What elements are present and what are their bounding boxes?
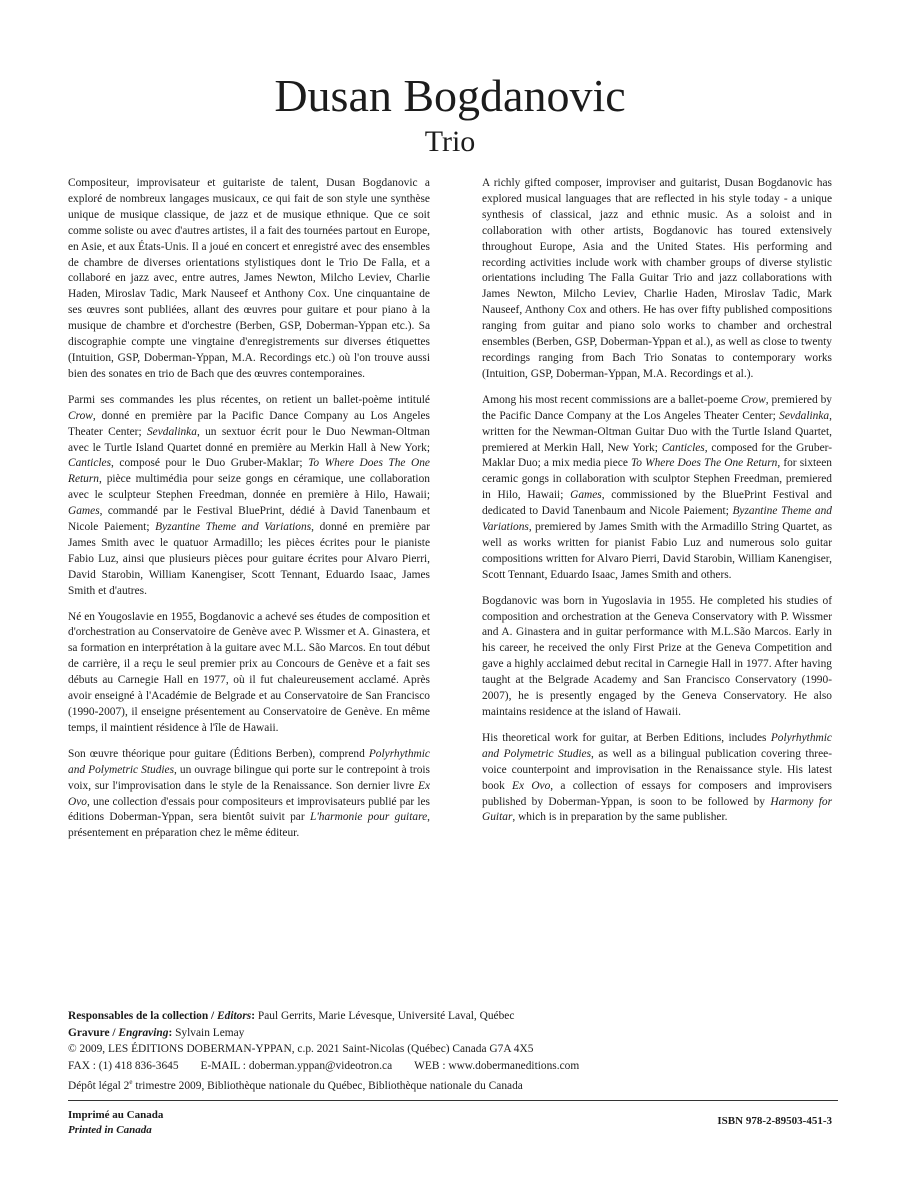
text-run: , composed for the Gruber-Maklar Duo; a mix media piece — [482, 441, 832, 470]
french-paragraph-4 — [68, 747, 430, 842]
engraving-label-fr: Gravure — [68, 1026, 110, 1039]
french-paragraph-2 — [68, 393, 430, 600]
work-title: Canticles — [68, 457, 112, 470]
work-title: Sevdalinka — [779, 409, 830, 422]
text-run: , commissioned by the BluePrint Festival and dedicated to David Tanenbaum and Nicole Paiement; — [482, 489, 833, 518]
text-run: , un sextuor écrit pour le Duo Newman-Oltman avec le Turtle Island Quartet donné en première au Merkin Hall à New York; — [68, 425, 430, 454]
work-title: Canticles — [661, 441, 705, 454]
work-title: Crow — [740, 393, 766, 406]
publication-credits — [68, 1008, 838, 1094]
text-run: , présentement en préparation chez le même éditeur. — [68, 811, 430, 840]
text-run: Dépôt légal 2 — [68, 1079, 130, 1092]
text-run: , un ouvrage bilingue qui porte sur le contrepoint à trois voix, sur l'improvisation dans le style de la Renaissance. Son dernier livre — [68, 763, 430, 792]
engraving-value: Sylvain Lemay — [175, 1026, 245, 1039]
text-run: Among his most recent commissions are a ballet-poeme — [482, 393, 741, 406]
editors-label-fr: Responsables de la collection — [68, 1010, 209, 1022]
text-run: , premiered by the Pacific Dance Company at the Los Angeles Theater Center; — [482, 393, 832, 422]
contact-line — [68, 1058, 838, 1075]
text-run: , for sixteen ceramic gongs in collaboration with sculptor Stephen Freedman, premiered in Hilo, Hawaii; — [482, 457, 832, 502]
work-title: To Where Does The One Return — [68, 457, 430, 486]
copyright-line: © 2009, LES ÉDITIONS DOBERMAN-YPPAN, c.p. 2021 Saint-Nicolas (Québec) Canada G7A 4X5 — [68, 1043, 534, 1055]
email-address: E-MAIL : doberman.yppan@videotron.ca — [200, 1059, 393, 1072]
text-run: , written for the Newman-Oltman Guitar Duo with the Turtle Island Quartet, premiered at Merkin Hall, New York; — [482, 409, 832, 454]
work-title: Games — [570, 489, 602, 502]
english-biography-column — [482, 176, 832, 836]
page-subtitle: Trio — [424, 125, 476, 158]
french-paragraph-3: Né en Yougoslavie en 1955, Bogdanovic a achevé ses études de composition et d'orchestration au Conservatoire de Genève avec P. Wissmer et A. Ginastera, et sa formation en interprétation à la guitare avec M.L. São Marcos. En tout début de carrière, il a reçu le seul premier prix au Concours de Genève et a fait ses débuts au Carnegie Hall en 1977, où il fut chaleureusement acclamé. Après avoir enseigné à l'Académie de Belgrade et au Conservatoire de San Francisco (1990-2007), il enseigne présentement au Conservatoire de Genève. En même temps, il maintient résidence à l'île de Hawaii. — [68, 610, 430, 734]
french-biography-column — [68, 176, 430, 852]
text-run: , donné en première par James Smith avec le quatuor Armadillo; les pièces écrites pour le pianiste Fabio Luz, ainsi que plusieurs pièces pour guitare écrites pour Alvaro Pierri, David Starobin, William Kanengiser, Scott Tennant, Eduardo Isaac, James Smith et d'autres. — [68, 521, 430, 597]
book-title: Polyrhythmic and Polymetric Studies — [68, 747, 430, 776]
text-run: , commandé par le Festival BluePrint, dédié à David Tanenbaum et Nicole Paiement; — [68, 505, 430, 534]
website-address: WEB : www.dobermaneditions.com — [414, 1059, 580, 1072]
text-run: trimestre 2009, Bibliothèque nationale du Québec, Bibliothèque nationale du Canada — [132, 1079, 523, 1092]
english-paragraph-2 — [482, 393, 832, 584]
page-title: Dusan Bogdanovic — [274, 70, 626, 121]
text-run: His theoretical work for guitar, at Berben Editions, includes — [482, 731, 771, 744]
text-run: , which is in preparation by the same publisher. — [512, 811, 728, 824]
work-title: To Where Does The One Return — [631, 457, 778, 470]
english-paragraph-3: Bogdanovic was born in Yugoslavia in 1955. He completed his studies of composition and orchestration at the Geneva Conservatory with P. Wissmer and A. Ginastera and in guitar performance with M.L.São Marcos. Early in his career, he received the only First Prize at the Geneva Competition and gave a highly acclaimed debut recital in Carnegie Hall in 1977. After having taught at the Belgrade Academy and San Francisco Conservatory (1990-2007), he is presently engaged by the Geneva Conservatory. He also maintains residence at the island of Hawaii. — [482, 594, 832, 718]
english-paragraph-4 — [482, 731, 832, 826]
legal-deposit-line — [68, 1074, 838, 1094]
engraving-label-en: Engraving — [118, 1026, 169, 1039]
text-run: , premiered by James Smith with the Armadillo String Quartet, as well as works written for pianist Fabio Luz and numerous solo guitar compositions written for Alvaro Pierri, David Starobin, William Kanengiser, Scott Tennant, Eduardo Isaac, James Smith and others. — [482, 521, 832, 581]
work-title: Crow — [68, 409, 93, 422]
ordinal-suffix: e — [129, 1078, 133, 1086]
text-run: Son œuvre théorique pour guitare (Éditions Berben), comprend — [68, 747, 369, 760]
printed-in-canada-fr: Imprimé au Canada — [68, 1109, 164, 1121]
printed-notice — [68, 1108, 163, 1138]
book-title: Harmony for Guitar — [482, 795, 832, 824]
printed-in-canada-en: Printed in Canada — [68, 1124, 152, 1136]
text-run: , donné en première par la Pacific Dance Company au Los Angeles Theater Center; — [68, 409, 430, 438]
text-run: , composé pour le Duo Gruber-Maklar; — [111, 457, 309, 470]
work-title: Sevdalinka — [146, 425, 197, 438]
text-run: , as well as a bilingual publication covering three- voice counterpoint and improvisation in the Renaissance style. His latest book — [482, 747, 832, 792]
isbn-number: ISBN 978-2-89503-451-3 — [717, 1115, 832, 1127]
french-paragraph-1: Compositeur, improvisateur et guitariste de talent, Dusan Bogdanovic a exploré de nombreux langages musicaux, ce qui fait de son style une synthèse unique de musique classique, de jazz et de musique ethnique. Que ce soit comme soliste ou avec d'autres artistes, il a fait des tournées partout en Europe, en Asie, et aux États-Unis. Il a joué en concert et enregistré avec des ensembles de chambre de diverses orientations stylistiques dont le Trio De Falla, et a collaboré en jazz avec, entre autres, James Newton, Milcho Leviev, Charlie Haden, Miroslav Tadic, Mark Nauseef et Anthony Cox. Une cinquantaine de ses œuvres sont publiées, allant des œuvres pour guitare et pour piano à la musique de chambre et d'orchestre (Berben, GSP, Doberman-Yppan etc.). Sa discographie compte une vingtaine d'enregistrements sur diverses étiquettes (Intuition, GSP, Doberman-Yppan, M.A. Recordings etc.) où l'on trouve aussi bien des sonates en trio de Bach que des œuvres contemporaines. — [68, 177, 430, 380]
footer-divider — [68, 1100, 838, 1101]
work-title: Byzantine Theme and Variations — [155, 521, 312, 534]
book-title: Ex Ovo — [68, 779, 430, 808]
text-run: , une collection d'essais pour compositeurs et improvisateurs publié par les éditions Doberman-Yppan, sera bientôt suivit par — [68, 795, 430, 824]
english-paragraph-1: A richly gifted composer, improviser and guitarist, Dusan Bogdanovic has explored musical languages that are reflected in his style today - a unique synthesis of classical, jazz and ethnic music. As a soloist and in collaboration with other artists, Bogdanovic has toured extensively throughout Europe, Asia and the United States. His performing and recording activities include work with chamber groups of diverse stylistic orientations including The Falla Guitar Trio and jazz collaborations with James Newton, Milcho Leviev, Charlie Haden, Miroslav Tadic, Mark Nauseef, Anthony Cox and others. He has over fifty published compositions ranging from guitar and piano solo works to chamber and orchestral ensembles (Berben, GSP, Doberman-Yppan et al.), as well as close to twenty recordings ranging from Bach Trio Sonatas to contemporary works (Intuition, GSP, Doberman-Yppan, M.A. Recordings et al.). — [482, 177, 832, 380]
fax-number: FAX : (1) 418 836-3645 — [68, 1059, 179, 1072]
work-title: Byzantine Theme and Variations — [482, 505, 832, 534]
book-title: Polyrhythmic and Polymetric Studies — [482, 731, 832, 760]
book-title: Ex Ovo — [512, 779, 551, 792]
text-run: , pièce multimédia pour seize gongs en céramique, une collaboration avec le sculpteur Stephen Freedman, donnée en première à Hilo, Hawaii; — [68, 473, 430, 502]
book-title: L'harmonie pour guitare — [310, 811, 428, 824]
text-run: , a collection of essays for composers and improvisers published by Doberman-Yppan, is soon to be followed by — [482, 779, 832, 808]
text-run: Parmi ses commandes les plus récentes, on retient un ballet-poème intitulé — [68, 393, 430, 406]
editors-value: Paul Gerrits, Marie Lévesque, Université Laval, Québec — [257, 1010, 515, 1022]
work-title: Games — [68, 505, 100, 518]
editors-label-en: Editors — [217, 1010, 252, 1022]
editors-line: Responsables de la collection / Editors: Paul Gerrits, Marie Lévesque, Université Laval, Québec — [68, 1010, 515, 1022]
engraving-line: Gravure / Engraving: Sylvain Lemay — [68, 1026, 245, 1039]
